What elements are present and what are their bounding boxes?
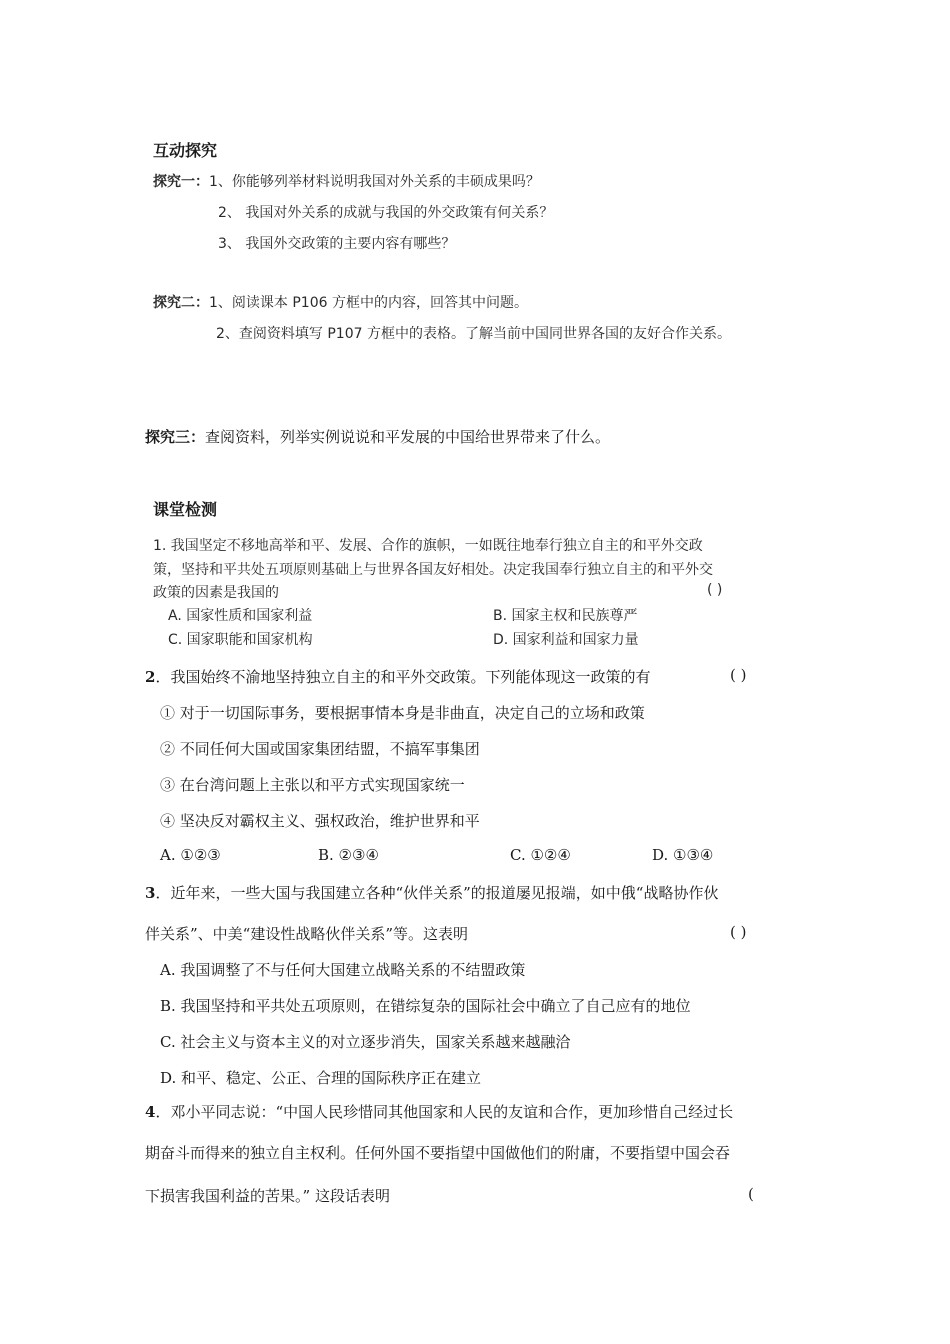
q1-line-3: 政策的因素是我国的 [153, 585, 279, 601]
q3-line-1-text: ．近年来，一些大国与我国建立各种“伙伴关系”的报道屡见报端，如中俄“战略协作伙 [155, 884, 719, 902]
q3-option-d: D. 和平、稳定、公正、合理的国际秩序正在建立 [160, 1069, 482, 1087]
q3-option-b: B. 我国坚持和平共处五项原则，在错综复杂的国际社会中确立了自己应有的地位 [160, 997, 691, 1015]
q2-item-4: ④ 坚决反对霸权主义、强权政治，维护世界和平 [160, 812, 480, 830]
q4-line-1 [145, 1101, 733, 1122]
explore-3 [145, 426, 610, 447]
q4-line-2: 期奋斗而得来的独立自主权利。任何外国不要指望中国做他们的附庸，不要指望中国会吞 [145, 1144, 731, 1162]
q1-option-c: C. 国家职能和国家机构 [168, 632, 313, 648]
q3-answer-bracket: ( ) [730, 923, 747, 941]
explore-1-label: 探究一： [153, 174, 209, 190]
q1-option-a: A. 国家性质和国家利益 [168, 608, 313, 624]
explore-1-q1-text: 1、你能够列举材料说明我国对外关系的丰硕成果吗？ [209, 174, 540, 190]
q2-stem [145, 666, 650, 687]
q1-option-b: B. 国家主权和民族尊严 [493, 608, 638, 624]
explore-2-q1-text: 1、阅读课本 P106 方框中的内容，回答其中问题。 [209, 295, 528, 311]
q1-line-2: 策，坚持和平共处五项原则基础上与世界各国友好相处。决定我国奉行独立自主的和平外交 [153, 562, 713, 578]
q3-line-2: 伴关系”、中美“建设性战略伙伴关系”等。这表明 [145, 925, 469, 943]
explore-3-label: 探究三： [145, 428, 206, 446]
q2-item-2: ② 不同任何大国或国家集团结盟，不搞军事集团 [160, 740, 480, 758]
q3-number: 3 [145, 884, 156, 902]
q2-option-a: A. ①②③ [160, 846, 221, 864]
q4-line-3: 下损害我国利益的苦果。” 这段话表明 [145, 1187, 390, 1205]
section-heading-quiz: 课堂检测 [153, 500, 218, 519]
explore-1-question-2: 2、 我国对外关系的成就与我国的外交政策有何关系？ [218, 205, 554, 221]
q1-answer-bracket: ( ) [707, 582, 723, 598]
q2-text: ．我国始终不渝地坚持独立自主的和平外交政策。下列能体现这一政策的有 [155, 668, 651, 686]
section-heading-interactive: 互动探究 [153, 141, 218, 160]
explore-2-label: 探究二： [153, 295, 209, 311]
q3-line-1 [145, 882, 718, 903]
q2-option-b: B. ②③④ [318, 846, 379, 864]
q2-answer-bracket: ( ) [730, 666, 747, 684]
q4-number: 4 [145, 1103, 156, 1121]
q3-option-c: C. 社会主义与资本主义的对立逐步消失，国家关系越来越融洽 [160, 1033, 571, 1051]
explore-3-text: 查阅资料，列举实例说说和平发展的中国给世界带来了什么。 [205, 428, 611, 446]
q4-answer-bracket: ( [748, 1185, 754, 1203]
q4-line-1-text: ．邓小平同志说：“中国人民珍惜同其他国家和人民的友谊和合作，更加珍惜自己经过长 [155, 1103, 734, 1121]
q3-option-a: A. 我国调整了不与任何大国建立战略关系的不结盟政策 [160, 961, 526, 979]
explore-1-question-1 [153, 171, 540, 191]
q2-item-1: ① 对于一切国际事务，要根据事情本身是非曲直，决定自己的立场和政策 [160, 704, 645, 722]
q1-option-d: D. 国家利益和国家力量 [493, 632, 639, 648]
q2-number: 2 [145, 668, 156, 686]
explore-1-question-3: 3、 我国外交政策的主要内容有哪些？ [218, 236, 456, 252]
explore-2-question-1 [153, 292, 528, 312]
q1-line-1: 1. 我国坚定不移地高举和平、发展、合作的旗帜，一如既往地奉行独立自主的和平外交政 [153, 538, 703, 554]
q2-option-c: C. ①②④ [510, 846, 571, 864]
q2-item-3: ③ 在台湾问题上主张以和平方式实现国家统一 [160, 776, 465, 794]
q2-option-d: D. ①③④ [652, 846, 714, 864]
explore-2-question-2: 2、查阅资料填写 P107 方框中的表格。了解当前中国同世界各国的友好合作关系。 [216, 326, 731, 342]
